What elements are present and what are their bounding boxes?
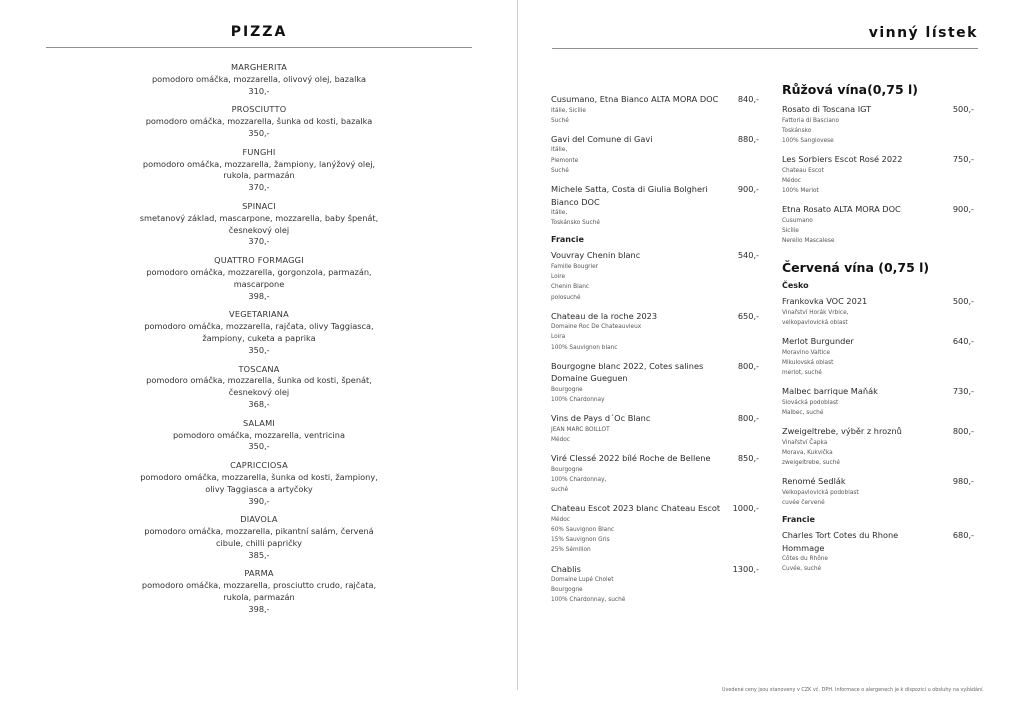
wine-detail: Médoc [551, 436, 570, 443]
wine-price: 850,- [737, 453, 759, 464]
wine-heading-rule [552, 48, 978, 49]
pizza-description: pomodoro omáčka, mozzarella, olivový olej, bazalka [151, 73, 367, 84]
wine-detail: 100% Sangiovese [782, 137, 834, 144]
wine-price: 800,- [737, 413, 759, 424]
red-france-list [782, 529, 974, 574]
pizza-item [46, 514, 472, 561]
pizza-name: FUNGHI [242, 146, 276, 157]
wine-detail: Cuvée, suché [782, 566, 822, 573]
pizza-description: pomodoro omáčka, mozzarella, šunka od kosti, bazalka [145, 116, 373, 127]
wine-detail: Cusumano [782, 217, 813, 224]
wine-item [551, 249, 759, 302]
wine-name: Zweigeltrebe, výběr z hroznů [782, 426, 902, 437]
wine-detail: 100% Chardonnay, suché [551, 597, 626, 604]
wine-name: Frankovka VOC 2021 [782, 296, 868, 307]
wine-price: 500,- [952, 104, 974, 114]
wine-item [551, 563, 759, 606]
pizza-name: QUATTRO FORMAGGI [214, 255, 304, 266]
wine-detail: Côtes du Rhône [782, 556, 828, 563]
wine-name: Vouvray Chenin blanc [551, 250, 641, 261]
pizza-name: MARGHERITA [230, 62, 288, 72]
wine-detail: Loira [551, 334, 566, 341]
wine-item [551, 183, 759, 228]
wine-name: Les Sorbiers Escot Rosé 2022 [782, 154, 903, 165]
wine-detail: Velkopavlovická podoblast [782, 489, 859, 496]
wine-price: 730,- [952, 386, 974, 397]
wine-page [518, 0, 1024, 714]
country-label-france: Francie [551, 235, 584, 245]
wine-price: 800,- [952, 426, 974, 437]
wine-item [551, 360, 759, 405]
wine-price: 500,- [952, 296, 974, 307]
wine-detail: Itálie, Sicílie [551, 107, 586, 114]
wine-item [551, 502, 759, 555]
pizza-description: pomodoro omáčka, mozzarella, gorgonzola, parmazán, mascarpone [146, 266, 372, 289]
wine-detail: Bourgogne [551, 466, 583, 473]
pizza-price: 370,- [248, 182, 270, 193]
wine-name: Merlot Burgunder [782, 336, 854, 347]
wine-name: Malbec barrique Maňák [782, 386, 878, 397]
wine-detail: Morava, Kukvička [782, 449, 833, 456]
pizza-name: CAPRICCIOSA [230, 460, 288, 471]
pizza-name: TOSCANA [238, 363, 280, 374]
pizza-item [46, 62, 472, 97]
pizza-description: pomodoro omáčka, mozzarella, rajčata, olivy Taggiasca, žampiony, cuketa a paprika [144, 321, 374, 343]
wine-detail: 100% Sauvignon blanc [551, 344, 618, 351]
wine-detail: Itálie, [551, 147, 568, 154]
pizza-item [46, 460, 472, 507]
wine-detail: merlot, suché [782, 370, 822, 377]
pizza-item [46, 201, 472, 248]
wine-name: Etna Rosato ALTA MORA DOC [782, 204, 901, 215]
wine-detail: Famille Bougrier [551, 263, 599, 270]
wine-detail: 100% Chardonnay [551, 397, 605, 404]
pizza-item [46, 418, 472, 453]
wine-detail: Fattoria di Basciano [782, 117, 840, 124]
pizza-price: 350,- [248, 441, 270, 452]
wine-name: Chateau de la roche 2023 [551, 310, 658, 321]
wine-detail: Sicílie [782, 227, 799, 234]
wine-detail: Mikulovská oblast [782, 359, 834, 366]
white-italy-list [551, 93, 759, 228]
pizza-price: 310,- [248, 85, 270, 96]
wine-item [551, 93, 759, 126]
wine-name: Cusumano, Etna Bianco ALTA MORA DOC [551, 94, 719, 104]
wine-name: Viré Clessé 2022 bílé Roche de Bellene [551, 453, 711, 464]
wine-detail: Chateau Escot [782, 167, 824, 174]
wine-price: 1000,- [732, 503, 759, 514]
wine-name: Michele Satta, Costa di Giulia Bolgheri Bianco DOC [551, 184, 708, 207]
wine-detail: Bourgogne [551, 386, 583, 393]
wine-item [782, 103, 974, 146]
wine-price: 980,- [952, 476, 974, 487]
wine-item [782, 529, 974, 574]
white-france-list [551, 249, 759, 605]
wine-heading: vinný lístek [868, 25, 978, 41]
pizza-price: 398,- [248, 290, 270, 301]
wine-price: 800,- [737, 360, 759, 371]
wine-detail: Suché [551, 117, 569, 124]
pizza-price: 390,- [248, 495, 270, 506]
wine-name: Gavi del Comune di Gavi [551, 133, 653, 144]
pizza-description: pomodoro omáčka, mozzarella, ventricina [172, 429, 346, 440]
white-wine-column [551, 93, 759, 613]
wine-item [551, 412, 759, 445]
wine-detail: 15% Sauvignon Gris [551, 537, 610, 544]
pizza-item [46, 255, 472, 302]
wine-item [551, 133, 759, 176]
wine-detail: Toskánsko Suché [551, 220, 600, 227]
wine-price: 900,- [737, 184, 759, 195]
wine-detail: Itálie, [551, 210, 568, 217]
wine-detail: 100% Merlot [782, 188, 819, 195]
pizza-name: VEGETARIANA [229, 309, 289, 320]
wine-item [551, 310, 759, 353]
pizza-item [46, 147, 472, 194]
wine-name: Chateau Escot 2023 blanc Chateau Escot [551, 503, 721, 514]
wine-detail: suché [551, 487, 569, 494]
pizza-price: 385,- [248, 549, 270, 560]
wine-detail: 100% Chardonnay, [551, 476, 607, 483]
wine-item [782, 153, 974, 196]
wine-item [782, 335, 974, 378]
pizza-heading-rule [46, 47, 472, 48]
wine-price: 540,- [737, 250, 759, 261]
pizza-name: PARMA [244, 568, 274, 579]
wine-detail: Moravino Valtice [782, 349, 830, 356]
wine-detail: Vinařství Horák Vrbice, [782, 309, 849, 316]
wine-name: Vins de Pays d´Oc Blanc [551, 413, 651, 424]
rose-section-title: Růžová vína(0,75 l) [782, 82, 918, 97]
wine-detail: polosuché [551, 294, 581, 301]
wine-detail: Piemonte [551, 157, 579, 164]
wine-detail: zweigeltrebe, suché [782, 460, 840, 467]
wine-name: Renomé Sedlák [782, 476, 846, 487]
wine-detail: JEAN MARC BOILLOT [551, 426, 610, 433]
wine-price: 900,- [952, 204, 974, 215]
pizza-price: 370,- [248, 236, 270, 247]
pizza-description: pomodoro omáčka, mozzarella, šunka od kosti, špenát, česnekový olej [146, 375, 372, 398]
wine-name: Bourgogne blanc 2022, Cotes salines Domaine Gueguen [551, 360, 704, 384]
pizza-name: SPINACI [242, 200, 276, 211]
pizza-price: 398,- [248, 603, 270, 614]
wine-detail: 25% Sémillon [551, 547, 591, 554]
pizza-description: pomodoro omáčka, mozzarella, prosciutto crudo, rajčata, rukola, parmazán [141, 580, 377, 603]
wine-detail: 60% Sauvignon Blanc [551, 526, 615, 533]
wine-detail: Domaine Lupé Cholet [551, 577, 614, 584]
wine-item [551, 452, 759, 495]
pizza-description: pomodoro omáčka, mozzarella, žampiony, lanýžový olej, rukola, parmazán [142, 158, 376, 181]
wine-detail: Vinařství Čapka [782, 439, 828, 446]
pizza-name: PROSCIUTTO [231, 104, 287, 115]
wine-name: Chablis [551, 563, 581, 574]
wine-item [782, 295, 974, 328]
wine-price: 650,- [737, 310, 759, 321]
wine-price: 880,- [737, 133, 759, 144]
rose-list [782, 103, 974, 246]
pizza-heading: PIZZA [230, 24, 288, 40]
wine-detail: Slovácká podoblast [782, 399, 839, 406]
wine-detail: Médoc [782, 177, 801, 184]
wine-detail: Bourgogne [551, 587, 583, 594]
country-label-czech: Česko [782, 281, 809, 291]
pizza-item [46, 364, 472, 411]
wine-detail: Nerello Mascalese [782, 238, 835, 245]
wine-detail: Médoc [551, 516, 570, 523]
wine-price: 680,- [952, 530, 974, 541]
pizza-item [46, 309, 472, 356]
wine-name: Rosato di Toscana IGT [782, 104, 872, 114]
country-label-france-red: Francie [782, 515, 815, 525]
pizza-item [46, 104, 472, 139]
pizza-description: pomodoro omáčka, mozzarella, šunka od kosti, žampiony, olivy Taggiasca a artyčoky [140, 471, 378, 494]
wine-price: 750,- [952, 154, 974, 165]
pizza-name: SALAMI [243, 417, 275, 428]
pizza-list [46, 62, 472, 623]
pizza-description: smetanový základ, mascarpone, mozzarella, baby špenát, česnekový olej [139, 212, 379, 235]
pizza-price: 350,- [248, 127, 270, 138]
wine-price: 840,- [737, 94, 759, 104]
pizza-price: 350,- [248, 344, 270, 355]
wine-detail: cuvée červené [782, 500, 825, 507]
red-section-title: Červená vína (0,75 l) [782, 260, 930, 276]
wine-price: 640,- [952, 336, 974, 347]
pizza-name: DIAVOLA [240, 514, 278, 525]
wine-detail: Malbec, suché [782, 410, 824, 417]
wine-detail: Suché [551, 167, 569, 174]
wine-item [782, 425, 974, 468]
wine-detail: Domaine Roc De Chateauvieux [551, 324, 642, 331]
wine-item [782, 203, 974, 246]
wine-detail: Chenin Blanc [551, 284, 590, 291]
wine-price: 1300,- [732, 563, 759, 574]
wine-name: Charles Tort Cotes du Rhone Hommage [782, 530, 899, 553]
red-czech-list [782, 295, 974, 508]
wine-item [782, 475, 974, 508]
wine-detail: velkopavlovická oblast [782, 320, 848, 327]
pizza-price: 368,- [248, 398, 270, 409]
wine-detail: Loire [551, 274, 566, 281]
pizza-description: pomodoro omáčka, mozzarella, pikantní salám, červená cibule, chilli papričky [144, 526, 374, 548]
wine-detail: Toskánsko [782, 127, 812, 134]
wine-item [782, 385, 974, 418]
rose-red-column [782, 78, 974, 582]
pizza-item [46, 568, 472, 615]
price-footnote: Uvedené ceny jsou stanoveny v CZK vč. DPH. Informace o alergenech je k dispozici u obsluhy na vyžádání. [721, 687, 984, 693]
